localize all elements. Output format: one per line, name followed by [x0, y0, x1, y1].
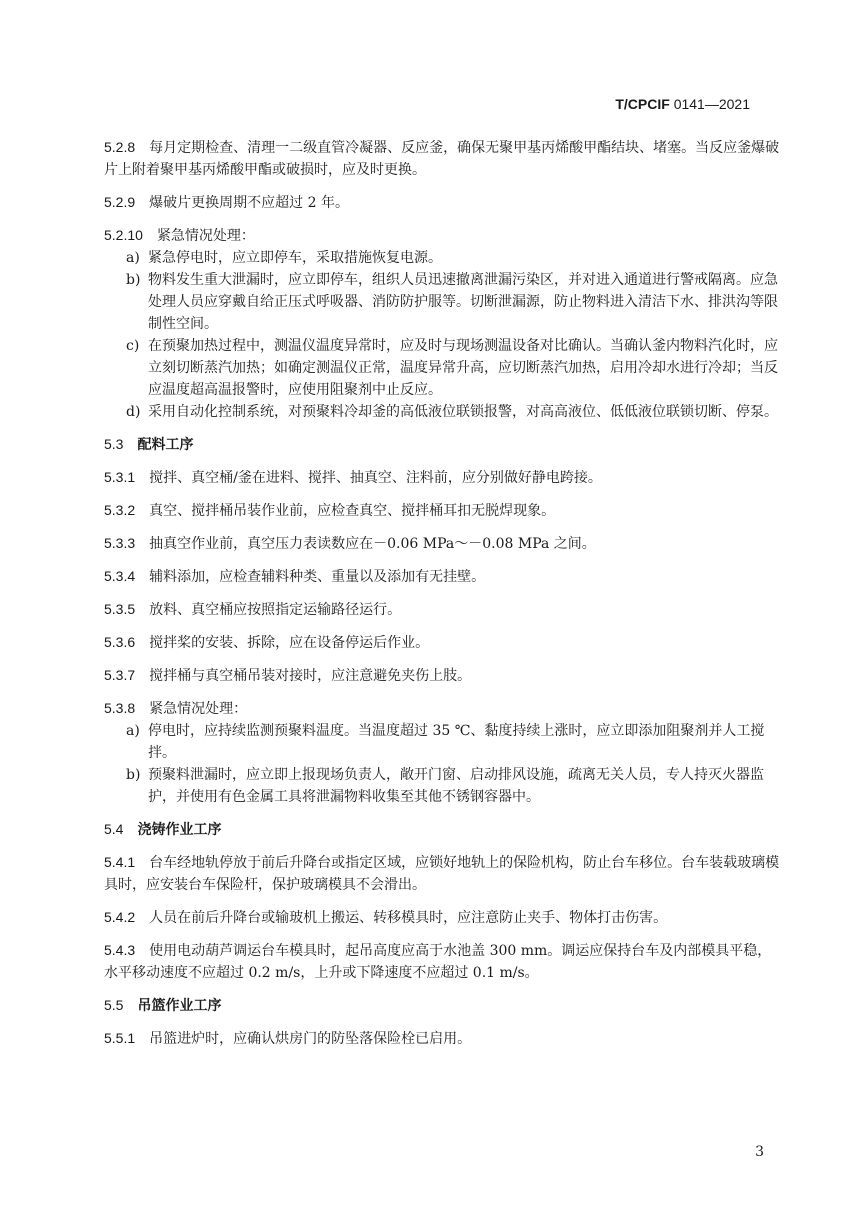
- clause-text: 放料、真空桶应按照指定运输路径运行。: [149, 602, 402, 618]
- clause-number: 5.2.9: [104, 194, 136, 210]
- clause: [104, 191, 780, 214]
- clause: [104, 906, 780, 929]
- clause-text: 人员在前后升降台或输玻机上搬运、转移模具时，应注意防止夹手、物体打击伤害。: [149, 910, 668, 926]
- section-title: 配料工序: [137, 437, 194, 453]
- list-item: [112, 335, 780, 401]
- clause: [104, 466, 780, 489]
- list-marker: a): [126, 723, 140, 739]
- section-heading: [104, 433, 780, 456]
- standard-number: 0141—2021: [673, 96, 750, 112]
- clause-number: 5.3.6: [104, 634, 136, 650]
- clause-number: 5.3.8: [104, 700, 136, 716]
- clause: [104, 631, 780, 654]
- list-marker: c): [126, 338, 140, 354]
- clause-number: 5.3.1: [104, 469, 136, 485]
- section-title: 浇铸作业工序: [137, 822, 222, 838]
- list-item: [112, 247, 780, 269]
- clause-number: 5.3.3: [104, 535, 136, 551]
- clause: [104, 532, 780, 555]
- list-item: [112, 269, 780, 335]
- clause-text: 搅拌、真空桶/釜在进料、搅拌、抽真空、注料前，应分别做好静电跨接。: [149, 470, 602, 486]
- clause-text: 吊篮进炉时，应确认烘房门的防坠落保险栓已启用。: [149, 1031, 472, 1047]
- list-item-text: 预聚料泄漏时，应立即上报现场负责人，敞开门窗、启动排风设施，疏离无关人员，专人持灭火器监护，并使用有色金属工具将泄漏物料收集至其他不锈钢容器中。: [148, 767, 764, 805]
- clause: [104, 664, 780, 687]
- clause-text: 台车经地轨停放于前后升降台或指定区域，应锁好地轨上的保险机构，防止台车移位。台车装载玻璃模具时，应安装台车保险杆，保护玻璃模具不会滑出。: [104, 855, 780, 893]
- clause-number: 5.4.3: [104, 942, 136, 958]
- clause-number: 5.5: [104, 997, 124, 1013]
- clause: [104, 224, 780, 423]
- clause: [104, 136, 780, 181]
- clause: [104, 565, 780, 588]
- clause-number: 5.3: [104, 436, 124, 452]
- list-item-text: 在预聚加热过程中，测温仪温度异常时，应及时与现场测温设备对比确认。当确认釜内物料汽化时，应立刻切断蒸汽加热；如确定测温仪正常，温度异常升高，应切断蒸汽加热，启用冷却水进行冷却；当反应温度超高温报警时，应使用阻聚剂中止反应。: [148, 338, 778, 398]
- clause-text: 抽真空作业前，真空压力表读数应在－0.06 MPa～－0.08 MPa 之间。: [149, 536, 596, 552]
- list-item: [112, 764, 780, 808]
- clause: [104, 697, 780, 808]
- section-title: 吊篮作业工序: [137, 998, 222, 1014]
- clause-number: 5.4: [104, 821, 124, 837]
- clause-number: 5.3.7: [104, 667, 136, 683]
- section-heading: [104, 818, 780, 841]
- list-marker: d): [126, 404, 141, 420]
- list-item: [112, 401, 780, 423]
- page-number: 3: [755, 1144, 764, 1160]
- list-item-text: 采用自动化控制系统，对预聚料冷却釜的高低液位联锁报警，对高高液位、低低液位联锁切断、停泵。: [148, 404, 778, 420]
- clause-text: 搅拌桶与真空桶吊装对接时，应注意避免夹伤上肢。: [149, 668, 472, 684]
- clause-number: 5.3.5: [104, 601, 136, 617]
- clause-text: 紧急情况处理：: [149, 701, 248, 717]
- list-marker: b): [126, 272, 141, 288]
- clause: [104, 499, 780, 522]
- document-body: [104, 136, 780, 1060]
- list-item-text: 停电时，应持续监测预聚料温度。当温度超过 35 ℃、黏度持续上涨时，应立即添加阻聚剂并人工搅拌。: [148, 723, 765, 761]
- list-marker: b): [126, 767, 141, 783]
- clause-text: 使用电动葫芦调运台车模具时，起吊高度应高于水池盖 300 mm。调运应保持台车及内部模具平稳，水平移动速度不应超过 0.2 m/s，上升或下降速度不应超过 0.1 m/s。: [104, 943, 772, 981]
- standard-code: T/CPCIF: [615, 96, 670, 112]
- list-item: [112, 720, 780, 764]
- clause: [104, 598, 780, 621]
- clause-text: 辅料添加，应检查辅料种类、重量以及添加有无挂壁。: [149, 569, 486, 585]
- clause-text: 真空、搅拌桶吊装作业前，应检查真空、搅拌桶耳扣无脱焊现象。: [149, 503, 556, 519]
- clause-number: 5.3.4: [104, 568, 136, 584]
- list-marker: a): [126, 250, 140, 266]
- clause-text: 每月定期检查、清理一二级直管冷凝器、反应釜，确保无聚甲基丙烯酸甲酯结块、堵塞。当反应釜爆破片上附着聚甲基丙烯酸甲酯或破损时，应及时更换。: [104, 140, 780, 178]
- clause-number: 5.4.2: [104, 909, 136, 925]
- clause: [104, 851, 780, 896]
- standard-header: [615, 96, 750, 112]
- clause-number: 5.4.1: [104, 854, 136, 870]
- list-item-text: 物料发生重大泄漏时，应立即停车，组织人员迅速撤离泄漏污染区，并对进入通道进行警戒隔离。应急处理人员应穿戴自给正压式呼吸器、消防防护服等。切断泄漏源，防止物料进入清洁下水、排洪沟等限制性空间。: [148, 272, 778, 332]
- section-heading: [104, 994, 780, 1017]
- clause-number: 5.2.10: [104, 227, 143, 243]
- clause-text: 爆破片更换周期不应超过 2 年。: [149, 195, 349, 211]
- clause-number: 5.5.1: [104, 1030, 136, 1046]
- list-item-text: 紧急停电时，应立即停车，采取措施恢复电源。: [148, 250, 442, 266]
- clause: [104, 939, 780, 984]
- clause-text: 搅拌桨的安装、拆除，应在设备停运后作业。: [149, 635, 430, 651]
- clause-text: 紧急情况处理：: [156, 228, 255, 244]
- clause-number: 5.3.2: [104, 502, 136, 518]
- clause: [104, 1027, 780, 1050]
- clause-number: 5.2.8: [104, 139, 136, 155]
